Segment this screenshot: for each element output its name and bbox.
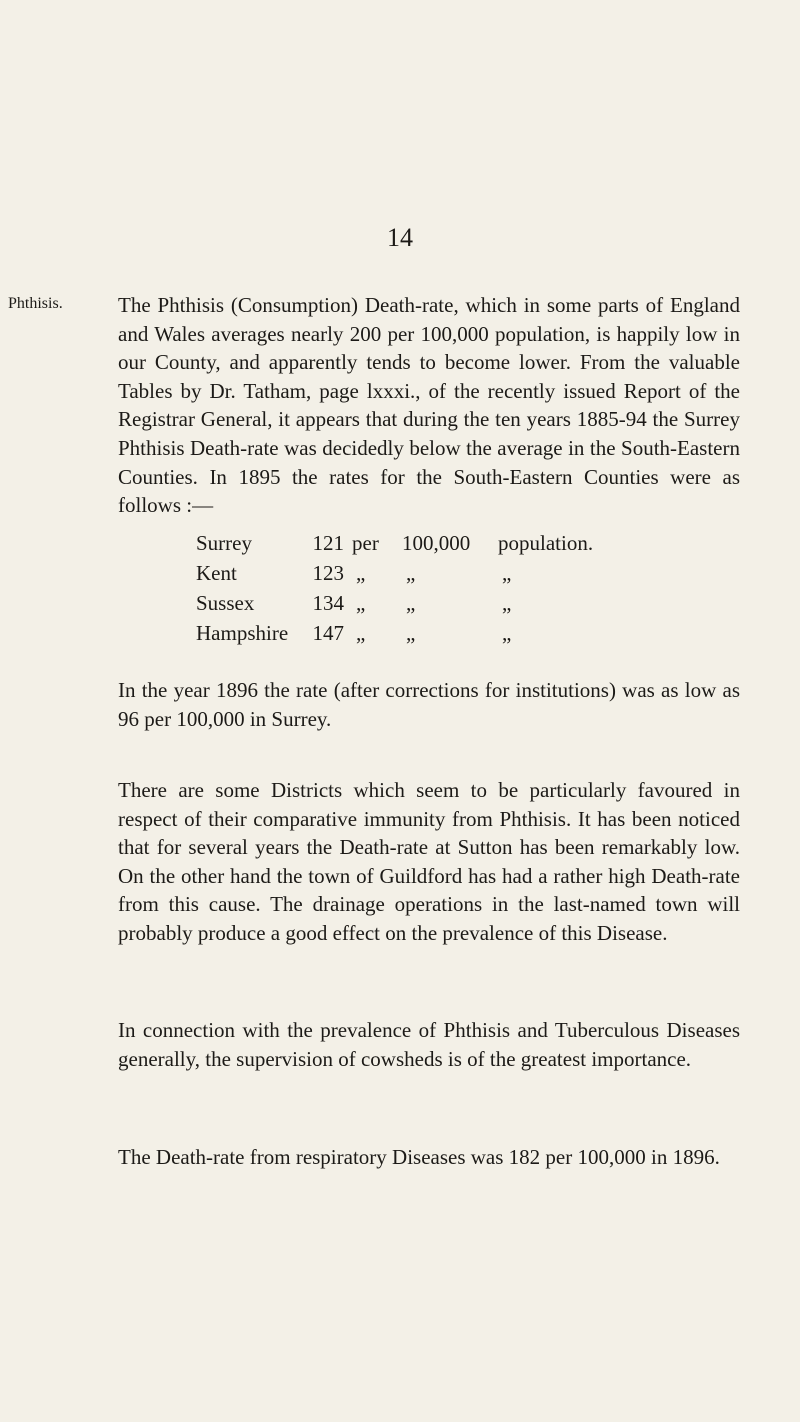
rate-value: 147 (312, 621, 344, 645)
page-number: 14 (387, 223, 413, 252)
paragraph-cowsheds: In connection with the prevalence of Phthisis and Tuberculous Diseases generally, the supervision of cowsheds is of the greatest importance. (118, 1018, 740, 1071)
table-row (196, 591, 593, 621)
margin-note: Phthisis. (8, 295, 63, 312)
ditto-mark: „ (406, 561, 416, 585)
ditto-mark: „ (502, 621, 512, 645)
ditto-mark: „ (502, 561, 512, 585)
rate-value: 121 (312, 531, 344, 555)
paragraph-respiratory: The Death-rate from respiratory Diseases was 182 per 100,000 in 1896. (118, 1145, 720, 1169)
ditto-mark: „ (502, 591, 512, 615)
table-row (196, 531, 593, 561)
rate-value: 123 (312, 561, 344, 585)
death-rate-table (196, 531, 593, 651)
unit-label: population. (498, 531, 594, 555)
rate-value: 134 (312, 591, 344, 615)
paragraph-intro: The Phthisis (Consumption) Death-rate, which in some parts of England and Wales averages nearly 200 per 100,000 population, is happily low in our County, and apparently tends to become lower. From the valuable Tables by Dr. Tatham, page lxxxi., of the recently issued Report of the Registrar General, it appears that during the ten years 1885-94 the Surrey Phthisis Death-rate was decidedly below the average in the South-Eastern Counties. In 1895 the rates for the South-Eastern Counties were as follows :— (118, 293, 740, 518)
ditto-mark: „ (406, 591, 416, 615)
table-row (196, 621, 593, 651)
population-base: 100,000 (402, 531, 471, 555)
paragraph-districts: There are some Districts which seem to be particularly favoured in respect of their comparative immunity from Phthisis. It has been noticed that for several years the Death-rate at Sutton has been remarkably low. On the other hand the town of Guildford has had a rather high Death-rate from this cause. The drainage operations in the last-named town will probably produce a good effect on the prevalence of this Disease. (118, 778, 740, 945)
ditto-mark: „ (356, 621, 366, 645)
county-name: Sussex (196, 591, 255, 615)
ditto-mark: „ (406, 621, 416, 645)
county-name: Surrey (196, 531, 252, 555)
paragraph-surrey-1896: In the year 1896 the rate (after corrections for institutions) was as low as 96 per 100,000 in Surrey. (118, 678, 740, 731)
table-row (196, 561, 593, 591)
per-label: per (352, 531, 379, 555)
county-name: Hampshire (196, 621, 289, 645)
ditto-mark: „ (356, 561, 366, 585)
ditto-mark: „ (356, 591, 366, 615)
county-name: Kent (196, 561, 237, 585)
